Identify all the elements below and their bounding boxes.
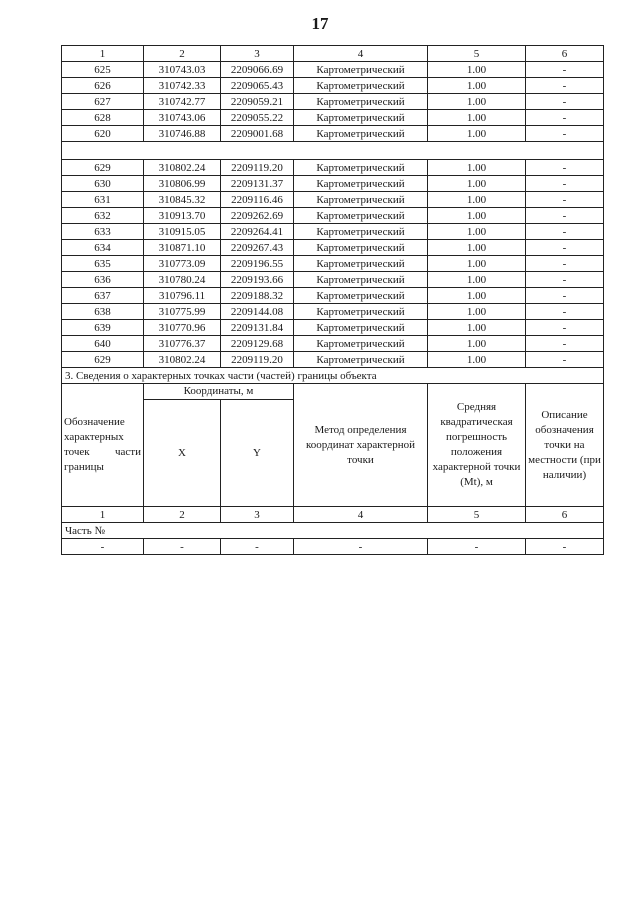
accuracy: 1.00 [428,272,526,288]
point-number: 632 [62,208,144,224]
table-row [62,256,604,272]
part-label: Часть № [62,523,604,539]
coord-x: 310742.77 [144,94,221,110]
coord-y: 2209059.21 [221,94,294,110]
column-number-6: 6 [526,507,604,523]
point-number: 631 [62,192,144,208]
column-number-5: 5 [428,507,526,523]
coord-y: 2209144.08 [221,304,294,320]
coord-x: 310742.33 [144,78,221,94]
empty-value-4: - [294,539,428,555]
accuracy: 1.00 [428,288,526,304]
coord-x: 310743.03 [144,62,221,78]
header-designation: Обозначение характерных точек части границы [62,384,144,507]
table-row [62,224,604,240]
coord-y: 2209001.68 [221,126,294,142]
point-number: 638 [62,304,144,320]
table-row [62,192,604,208]
separator-row [62,142,604,160]
column-number-4: 4 [294,507,428,523]
method: Картометрический [294,256,428,272]
empty-value-5: - [428,539,526,555]
header-coordinates: Координаты, м [144,384,294,400]
coord-x: 310802.24 [144,160,221,176]
method: Картометрический [294,288,428,304]
description: - [526,208,604,224]
coordinates-table [61,45,604,555]
coord-y: 2209129.68 [221,336,294,352]
method: Картометрический [294,62,428,78]
description: - [526,126,604,142]
description: - [526,336,604,352]
coord-x: 310802.24 [144,352,221,368]
coord-x: 310780.24 [144,272,221,288]
accuracy: 1.00 [428,304,526,320]
coord-x: 310913.70 [144,208,221,224]
method: Картометрический [294,192,428,208]
point-number: 636 [62,272,144,288]
point-number: 633 [62,224,144,240]
accuracy: 1.00 [428,78,526,94]
accuracy: 1.00 [428,224,526,240]
description: - [526,78,604,94]
description: - [526,272,604,288]
method: Картометрический [294,78,428,94]
table-row [62,176,604,192]
coord-y: 2209131.84 [221,320,294,336]
section-title: 3. Сведения о характерных точках части (частей) границы объекта [62,368,604,384]
table-row [62,78,604,94]
column-number-3: 3 [221,507,294,523]
coord-y: 2209066.69 [221,62,294,78]
coord-y: 2209196.55 [221,256,294,272]
description: - [526,62,604,78]
point-number: 626 [62,78,144,94]
method: Картометрический [294,304,428,320]
point-number: 637 [62,288,144,304]
accuracy: 1.00 [428,192,526,208]
accuracy: 1.00 [428,320,526,336]
coord-y: 2209119.20 [221,160,294,176]
description: - [526,288,604,304]
description: - [526,304,604,320]
table-row [62,240,604,256]
coord-y: 2209267.43 [221,240,294,256]
section-title-row [62,368,604,384]
method: Картометрический [294,320,428,336]
column-number-5: 5 [428,46,526,62]
method: Картометрический [294,94,428,110]
accuracy: 1.00 [428,62,526,78]
point-number: 627 [62,94,144,110]
coord-x: 310770.96 [144,320,221,336]
empty-value-1: - [62,539,144,555]
coord-x: 310775.99 [144,304,221,320]
coord-x: 310773.09 [144,256,221,272]
description: - [526,240,604,256]
method: Картометрический [294,352,428,368]
description: - [526,160,604,176]
section-header-row [62,384,604,400]
column-number-4: 4 [294,46,428,62]
table-row [62,62,604,78]
column-number-3: 3 [221,46,294,62]
description: - [526,192,604,208]
table-row [62,539,604,555]
table-row [62,110,604,126]
separator-cell [62,142,604,160]
point-number: 640 [62,336,144,352]
point-number: 639 [62,320,144,336]
point-number: 630 [62,176,144,192]
accuracy: 1.00 [428,110,526,126]
description: - [526,352,604,368]
part-row [62,523,604,539]
empty-value-2: - [144,539,221,555]
coord-y: 2209055.22 [221,110,294,126]
method: Картометрический [294,240,428,256]
coord-y: 2209188.32 [221,288,294,304]
coord-x: 310871.10 [144,240,221,256]
description: - [526,94,604,110]
description: - [526,256,604,272]
point-number: 629 [62,352,144,368]
column-number-1: 1 [62,46,144,62]
accuracy: 1.00 [428,94,526,110]
accuracy: 1.00 [428,256,526,272]
table-row [62,320,604,336]
column-number-row [62,507,604,523]
column-number-1: 1 [62,507,144,523]
table-row [62,288,604,304]
coord-y: 2209119.20 [221,352,294,368]
method: Картометрический [294,176,428,192]
coord-x: 310796.11 [144,288,221,304]
coord-x: 310845.32 [144,192,221,208]
column-number-2: 2 [144,46,221,62]
coord-x: 310806.99 [144,176,221,192]
point-number: 620 [62,126,144,142]
table-row [62,304,604,320]
header-y: Y [221,400,294,507]
table-row [62,272,604,288]
method: Картометрический [294,336,428,352]
header-accuracy: Средняя квадратическая погрешность положения характерной точки (Мt), м [428,384,526,507]
table-row [62,126,604,142]
column-number-6: 6 [526,46,604,62]
accuracy: 1.00 [428,126,526,142]
table-row [62,336,604,352]
header-x: X [144,400,221,507]
point-number: 629 [62,160,144,176]
coord-y: 2209065.43 [221,78,294,94]
header-description: Описание обозначения точки на местности (при наличии) [526,384,604,507]
page-number: 17 [311,14,329,33]
coord-y: 2209131.37 [221,176,294,192]
description: - [526,176,604,192]
coord-x: 310915.05 [144,224,221,240]
column-number-row [62,46,604,62]
point-number: 625 [62,62,144,78]
table-row [62,208,604,224]
coord-y: 2209116.46 [221,192,294,208]
point-number: 635 [62,256,144,272]
accuracy: 1.00 [428,160,526,176]
accuracy: 1.00 [428,352,526,368]
method: Картометрический [294,110,428,126]
description: - [526,110,604,126]
point-number: 628 [62,110,144,126]
point-number: 634 [62,240,144,256]
empty-value-3: - [221,539,294,555]
coord-y: 2209264.41 [221,224,294,240]
description: - [526,224,604,240]
method: Картометрический [294,160,428,176]
coord-y: 2209193.66 [221,272,294,288]
method: Картометрический [294,272,428,288]
empty-value-6: - [526,539,604,555]
method: Картометрический [294,224,428,240]
accuracy: 1.00 [428,208,526,224]
method: Картометрический [294,208,428,224]
coord-y: 2209262.69 [221,208,294,224]
accuracy: 1.00 [428,176,526,192]
method: Картометрический [294,126,428,142]
coord-x: 310776.37 [144,336,221,352]
coord-x: 310746.88 [144,126,221,142]
table-row [62,352,604,368]
description: - [526,320,604,336]
column-number-2: 2 [144,507,221,523]
header-method: Метод определения координат характерной точки [294,384,428,507]
accuracy: 1.00 [428,336,526,352]
coord-x: 310743.06 [144,110,221,126]
accuracy: 1.00 [428,240,526,256]
table-row [62,94,604,110]
table-row [62,160,604,176]
